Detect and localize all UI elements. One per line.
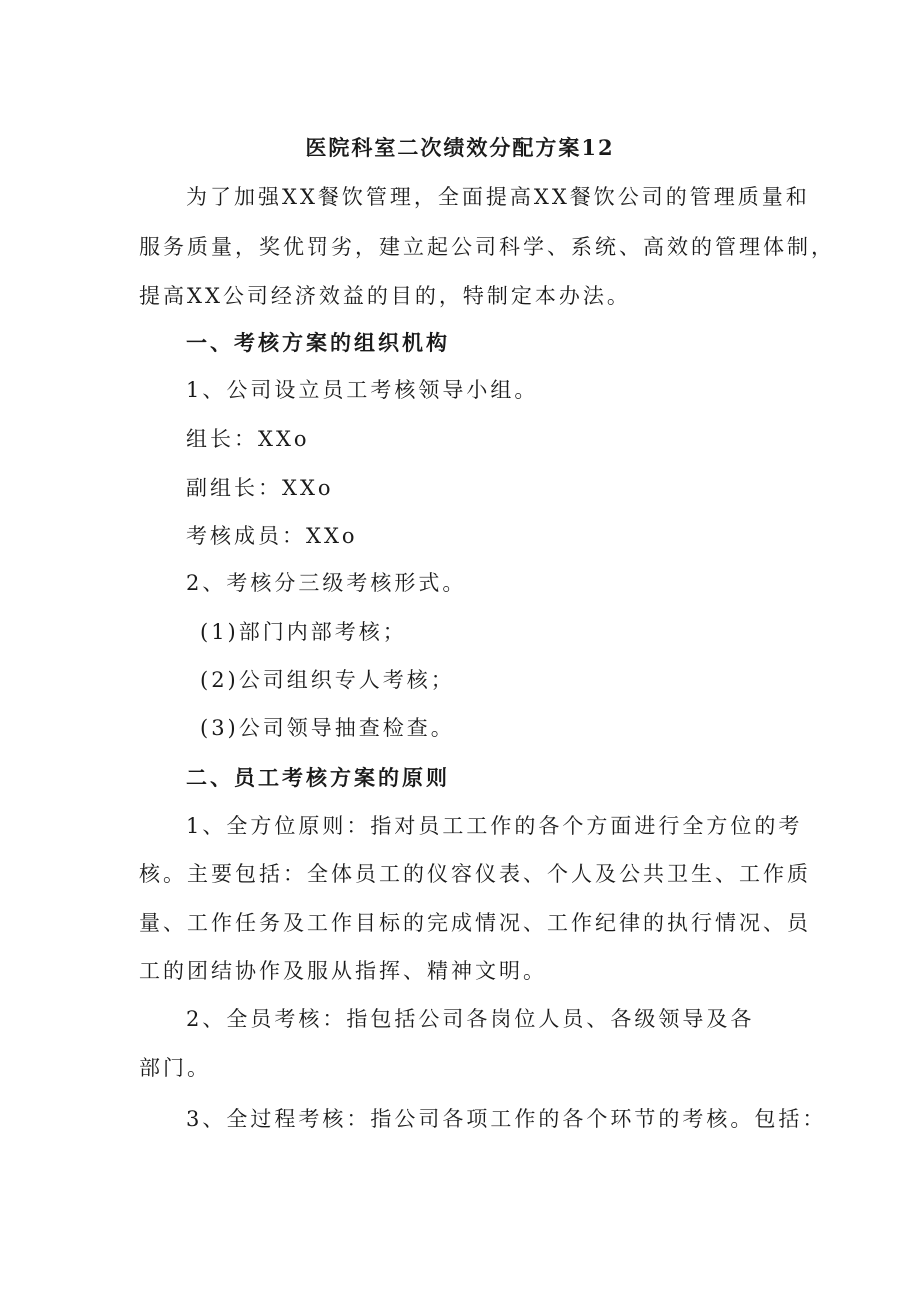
principle-1-line-2: 核。主要包括：全体员工的仪容仪表、个人及公共卫生、工作质 <box>139 862 811 886</box>
principle-1-line-1: 1、全方位原则：指对员工工作的各个方面进行全方位的考 <box>186 814 803 838</box>
section-1-item-2: 2、考核分三级考核形式。 <box>186 571 467 595</box>
sub-item-3: (3)公司领导抽查检查。 <box>200 716 455 740</box>
principle-2-line-2: 部门。 <box>139 1056 211 1080</box>
principle-1-line-3: 量、工作任务及工作目标的完成情况、工作纪律的执行情况、员 <box>139 911 811 935</box>
vice-leader-line: 副组长：XXo <box>186 476 334 500</box>
intro-line-2: 服务质量，奖优罚劣，建立起公司科学、系统、高效的管理体制， <box>139 235 835 259</box>
leader-line: 组长：XXo <box>186 427 310 451</box>
section-1-heading: 一、考核方案的组织机构 <box>186 330 450 355</box>
section-1-item-1: 1、公司设立员工考核领导小组。 <box>186 378 539 402</box>
section-2-heading: 二、员工考核方案的原则 <box>186 765 450 790</box>
sub-item-2: (2)公司组织专人考核； <box>200 668 455 692</box>
principle-3-line-1: 3、全过程考核：指公司各项工作的各个环节的考核。包括： <box>186 1107 827 1131</box>
principle-2-line-1: 2、全员考核：指包括公司各岗位人员、各级领导及各 <box>186 1007 755 1031</box>
principle-1-line-4: 工的团结协作及服从指挥、精神文明。 <box>139 959 547 983</box>
intro-line-3: 提高XX公司经济效益的目的，特制定本办法。 <box>139 284 631 308</box>
sub-item-1: (1)部门内部考核； <box>200 620 407 644</box>
document-title: 医院科室二次绩效分配方案12 <box>305 135 615 160</box>
members-line: 考核成员：XXo <box>186 524 358 548</box>
intro-line-1: 为了加强XX餐饮管理，全面提高XX餐饮公司的管理质量和 <box>186 185 810 209</box>
